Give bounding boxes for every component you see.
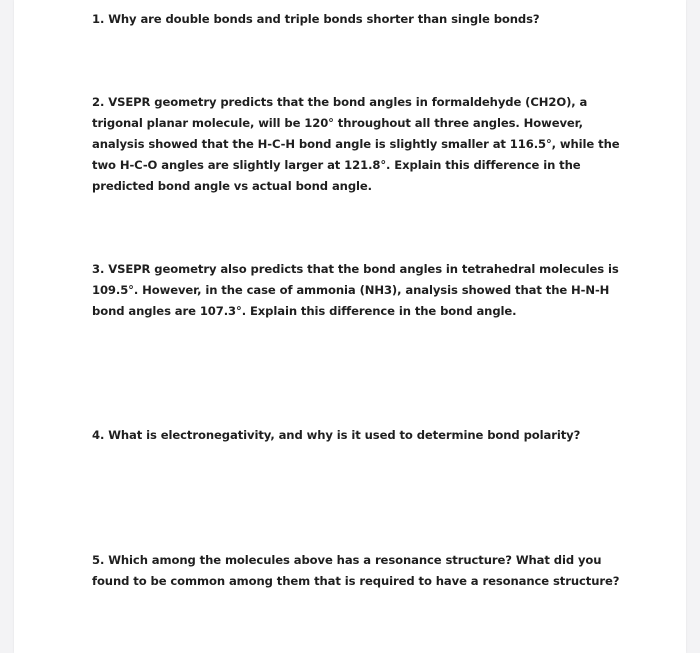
question-3: 3. VSEPR geometry also predicts that the bond angles in tetrahedral molecules is 109.5°. However, in the case of ammonia (NH3), analysis showed that the H-N-H bond angles are 107.3°. Explain this difference in the bond angle. — [92, 262, 619, 318]
document-page — [14, 0, 686, 653]
question-2: 2. VSEPR geometry predicts that the bond angles in formaldehyde (CH2O), a trigonal planar molecule, will be 120° throughout all three angles. However, analysis showed that the H-C-H bond angle is slightly smaller at 116.5°, while the two H-C-O angles are slightly larger at 121.8°. Explain this difference in the predicted bond angle vs actual bond angle. — [92, 95, 620, 193]
question-5: 5. Which among the molecules above has a resonance structure? What did you found to be common among them that is required to have a resonance structure? — [92, 553, 620, 588]
question-4: 4. What is electronegativity, and why is it used to determine bond polarity? — [92, 428, 581, 442]
question-1: 1. Why are double bonds and triple bonds shorter than single bonds? — [92, 12, 540, 26]
